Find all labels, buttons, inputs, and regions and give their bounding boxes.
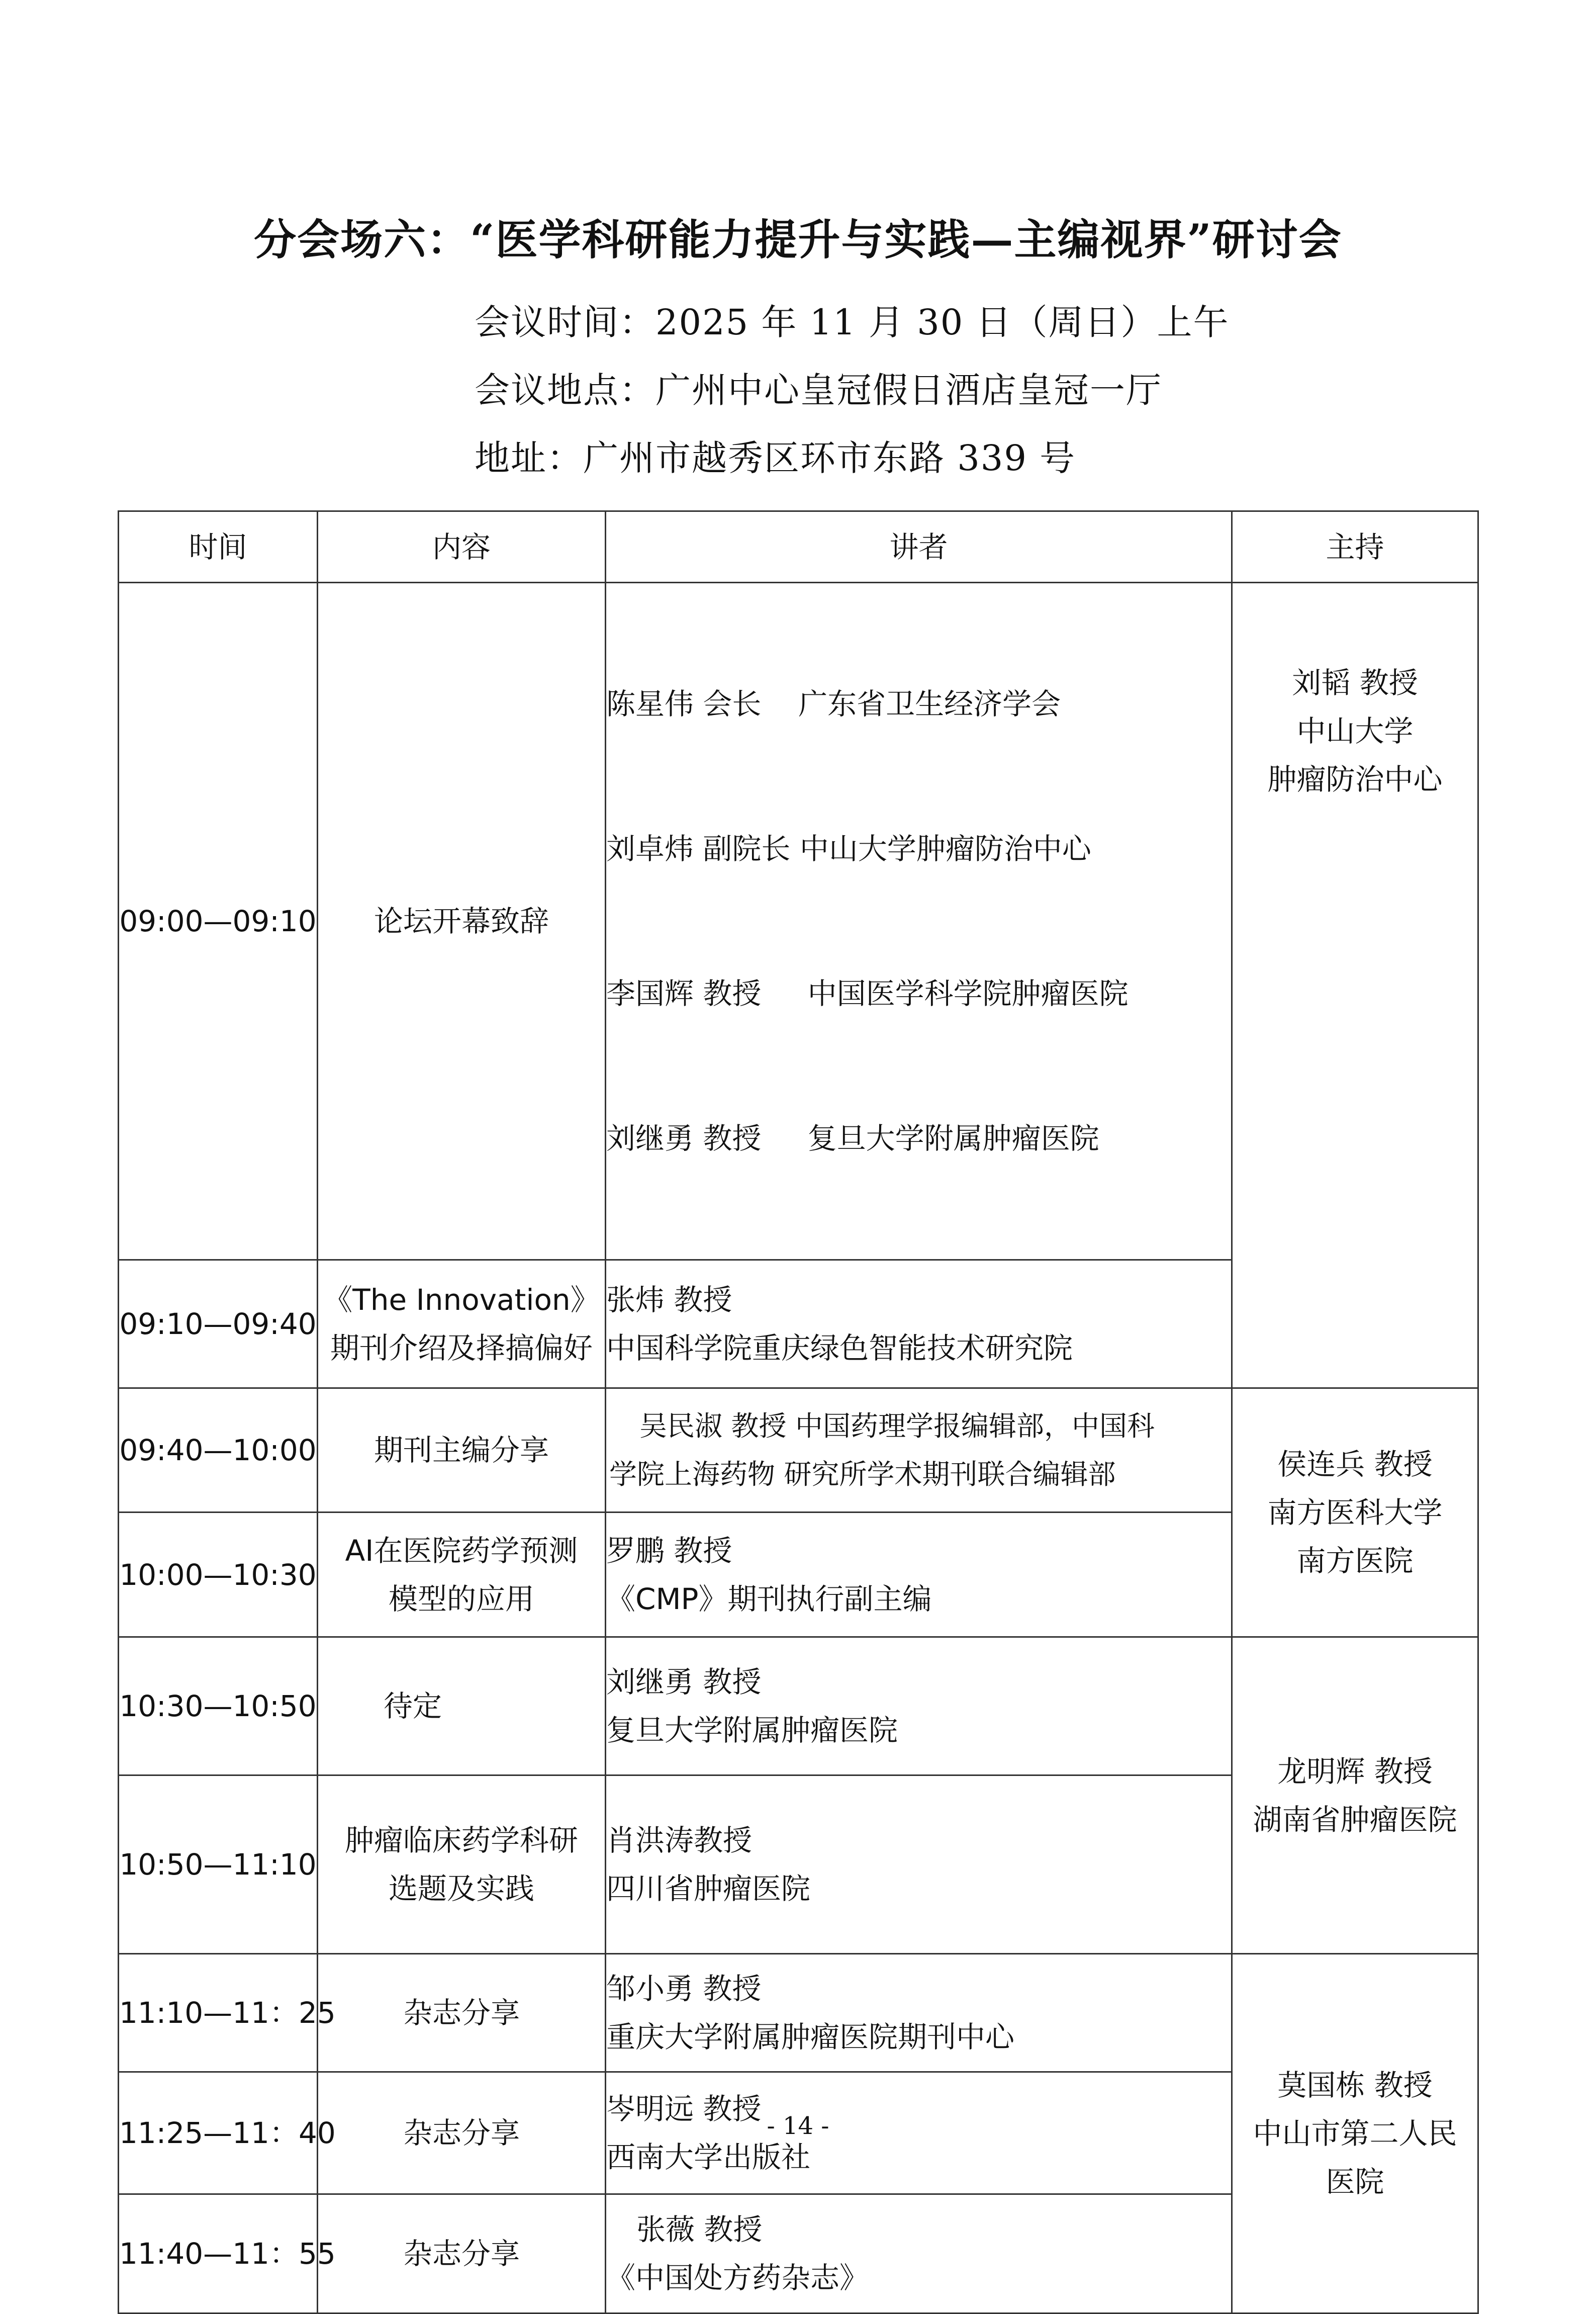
page-title: 分会场六：“医学科研能力提升与实践—主编视界”研讨会	[254, 215, 1342, 264]
session-time: 09:40—10:00	[119, 1388, 318, 1512]
content-line: 期刊介绍及择搞偏好	[330, 1331, 593, 1365]
content-line: 杂志分享	[403, 1996, 520, 2030]
session-time: 11:10—11：25	[119, 1954, 318, 2072]
speaker-line: 刘卓炜 副院长 中山大学肿瘤防治中心	[606, 832, 1091, 866]
speaker-line: 刘继勇 教授	[606, 1665, 762, 1699]
session-speaker	[606, 1637, 1232, 1775]
table-row	[119, 1954, 1478, 2072]
speaker-line: 张薇 教授	[636, 2212, 763, 2247]
session-content	[318, 583, 606, 1260]
session-time: 10:30—10:50	[119, 1637, 318, 1775]
content-line: 杂志分享	[403, 2237, 520, 2271]
content-line: 论坛开幕致辞	[373, 904, 549, 938]
table-row	[119, 1637, 1478, 1775]
speaker-line: 中国科学院重庆绿色智能技术研究院	[606, 1331, 1073, 1365]
page-number: - 14 -	[767, 2112, 829, 2140]
session-time: 09:00—09:10	[119, 583, 318, 1260]
content-line: 模型的应用	[388, 1581, 534, 1616]
speaker-line: 学院上海药物 研究所学术期刊联合编辑部	[609, 1458, 1116, 1490]
host-line: 侯连兵 教授	[1277, 1447, 1433, 1481]
host-line: 南方医科大学	[1267, 1495, 1443, 1530]
session-speaker	[606, 583, 1232, 1260]
meeting-venue: 会议地点：广州中心皇冠假日酒店皇冠一厅	[475, 370, 1162, 411]
session-speaker	[606, 2194, 1232, 2313]
header-content: 内容	[318, 511, 606, 583]
speaker-line: 《CMP》期刊执行副主编	[606, 1581, 932, 1616]
speaker-line: 肖洪涛教授	[606, 1823, 753, 1857]
schedule-table	[118, 510, 1479, 2314]
session-time: 09:10—09:40	[119, 1260, 318, 1388]
speaker-line: 李国辉 教授 中国医学科学院肿瘤医院	[606, 976, 1129, 1011]
host-line: 刘韬 教授	[1292, 666, 1418, 700]
speaker-line: 罗鹏 教授	[606, 1533, 732, 1568]
host-line: 湖南省肿瘤医院	[1253, 1802, 1457, 1837]
session-content	[318, 1954, 606, 2072]
host-line: 莫国栋 教授	[1277, 2068, 1433, 2102]
speaker-line: 陈星伟 会长 广东省卫生经济学会	[606, 687, 1061, 721]
speaker-line: 西南大学出版社	[606, 2140, 811, 2174]
session-content	[318, 1512, 606, 1637]
table-row	[119, 1388, 1478, 1512]
session-speaker	[606, 1260, 1232, 1388]
session-time: 10:50—11:10	[119, 1775, 318, 1954]
speaker-line: 邹小勇 教授	[606, 1972, 762, 2006]
content-line: 期刊主编分享	[373, 1433, 549, 1467]
session-speaker	[606, 1954, 1232, 2072]
content-line: 选题及实践	[388, 1872, 534, 1906]
session-content	[318, 2194, 606, 2313]
host-line: 龙明辉 教授	[1277, 1754, 1433, 1789]
session-host	[1232, 1388, 1478, 1637]
session-host	[1232, 583, 1478, 1388]
session-content	[318, 1637, 606, 1775]
meeting-time: 会议时间：2025 年 11 月 30 日（周日）上午	[475, 302, 1230, 343]
table-header-row	[119, 511, 1478, 583]
content-line: 《The Innovation》	[323, 1283, 600, 1317]
table-row	[119, 583, 1478, 1260]
host-line: 医院	[1326, 2165, 1384, 2199]
host-line: 中山市第二人民	[1253, 2116, 1457, 2151]
session-content	[318, 1260, 606, 1388]
host-line: 南方医院	[1296, 1544, 1414, 1578]
session-time: 10:00—10:30	[119, 1512, 318, 1637]
content-line: 肿瘤临床药学科研	[344, 1823, 578, 1857]
session-time: 11:40—11：55	[119, 2194, 318, 2313]
speaker-line: 刘继勇 教授 复旦大学附属肿瘤医院	[606, 1121, 1099, 1155]
meeting-address: 地址：广州市越秀区环市东路 339 号	[475, 437, 1076, 479]
speaker-line: 岑明远 教授	[606, 2092, 762, 2126]
session-time: 11:25—11：40	[119, 2072, 318, 2194]
session-content	[318, 1388, 606, 1512]
header-speaker: 讲者	[606, 511, 1232, 583]
host-line: 中山大学	[1296, 714, 1414, 748]
speaker-line: 重庆大学附属肿瘤医院期刊中心	[606, 2020, 1015, 2054]
content-line: 杂志分享	[403, 2116, 520, 2150]
host-line: 肿瘤防治中心	[1267, 762, 1443, 796]
content-line: AI在医院药学预测	[345, 1533, 578, 1568]
speaker-line: 《中国处方药杂志》	[606, 2261, 869, 2295]
speaker-line: 复旦大学附属肿瘤医院	[606, 1713, 898, 1747]
session-host	[1232, 1637, 1478, 1954]
speaker-line: 吴民淑 教授 中国药理学报编辑部，中国科	[639, 1410, 1155, 1442]
header-host: 主持	[1232, 511, 1478, 583]
header-time: 时间	[119, 511, 318, 583]
content-line: 待定	[384, 1689, 442, 1723]
session-speaker	[606, 1388, 1232, 1512]
speaker-line: 张炜 教授	[606, 1283, 732, 1317]
speaker-line: 四川省肿瘤医院	[606, 1872, 811, 1906]
session-speaker	[606, 1775, 1232, 1954]
session-content	[318, 1775, 606, 1954]
session-speaker	[606, 1512, 1232, 1637]
